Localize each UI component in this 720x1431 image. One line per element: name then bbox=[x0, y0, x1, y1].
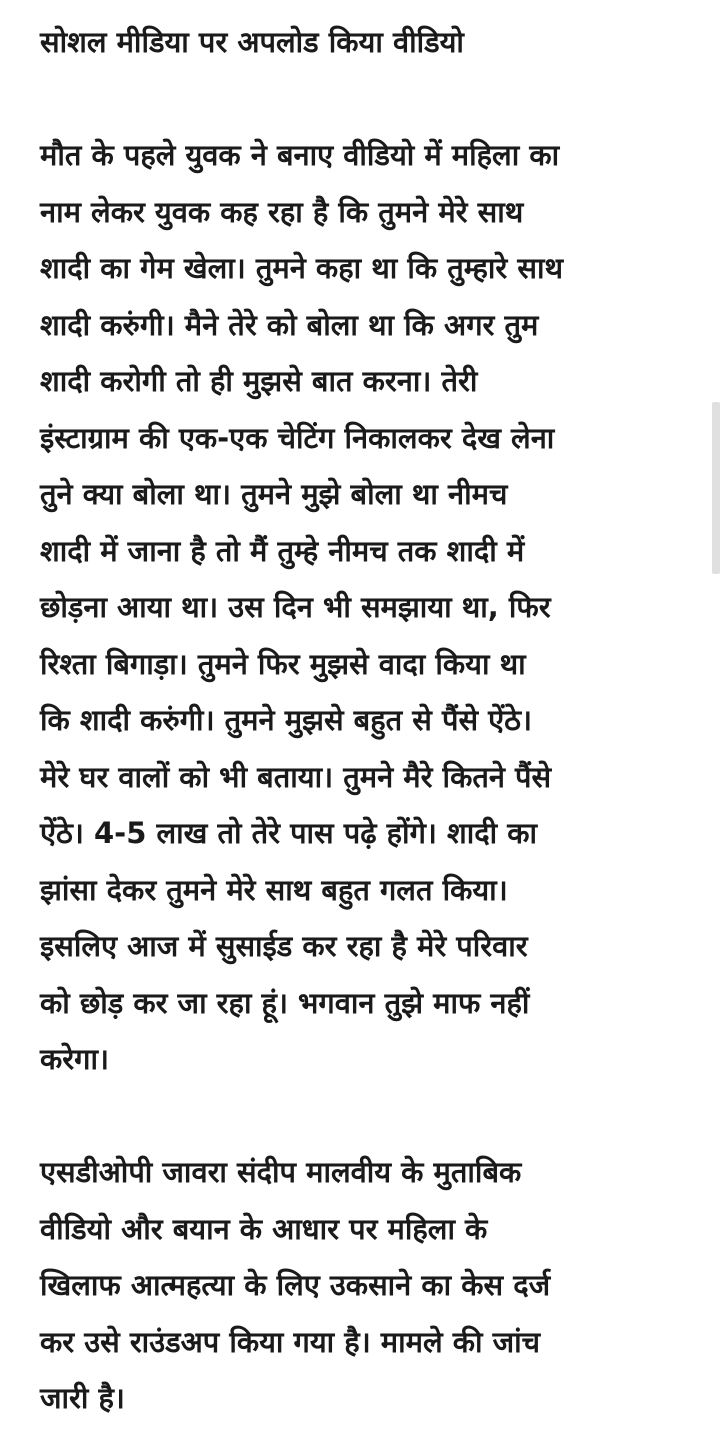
paragraph-spacer bbox=[40, 71, 690, 128]
paragraph-police-statement: एसडीओपी जावरा संदीप मालवीय के मुताबिक वीडियो और बयान के आधार पर महिला के खिलाफ आत्महत्या के लिए उकसाने का केस दर्ज कर उसे राउंडअप किया गया है। मामले की जांच जारी है। bbox=[40, 1155, 551, 1415]
section-heading: सोशल मीडिया पर अपलोड किया वीडियो bbox=[40, 25, 464, 59]
scrollbar-thumb[interactable] bbox=[712, 402, 720, 574]
paragraph-spacer bbox=[40, 1088, 690, 1145]
paragraph-suicide-video-statement: मौत के पहले युवक ने बनाए वीडियो में महिला का नाम लेकर युवक कह रहा है कि तुमने मेरे साथ शादी का गेम खेला। तुमने कहा था कि तुम्हारे साथ शादी करुंगी। मैने तेरे को बोला था कि अगर तुम शादी करोगी तो ही मुझसे बात करना। तेरी इंस्टाग्राम की एक-एक चेटिंग निकालकर देख लेना तुने क्या बोला था। तुमने मुझे बोला था नीमच शादी में जाना है तो मैं तुम्हे नीमच तक शादी में छोड़ना आया था। उस दिन भी समझाया था, फिर रिश्ता बिगाड़ा। तुमने फिर मुझसे वादा किया था कि शादी करुंगी। तुमने मुझसे बहुत से पैंसे ऐंठे। मेरे घर वालों को भी बताया। तुमने मैरे कितने पैंसे ऐंठे। 4-5 लाख तो तेरे पास पढ़े होंगे। शादी का झांसा देकर तुमने मेरे साथ बहुत गलत किया। इसलिए आज में सुसाईड कर रहा है मेरे परिवार को छोड़ कर जा रहा हूं। भगवान तुझे माफ नहीं करेगा। bbox=[40, 138, 564, 1076]
article-body bbox=[40, 14, 690, 1427]
